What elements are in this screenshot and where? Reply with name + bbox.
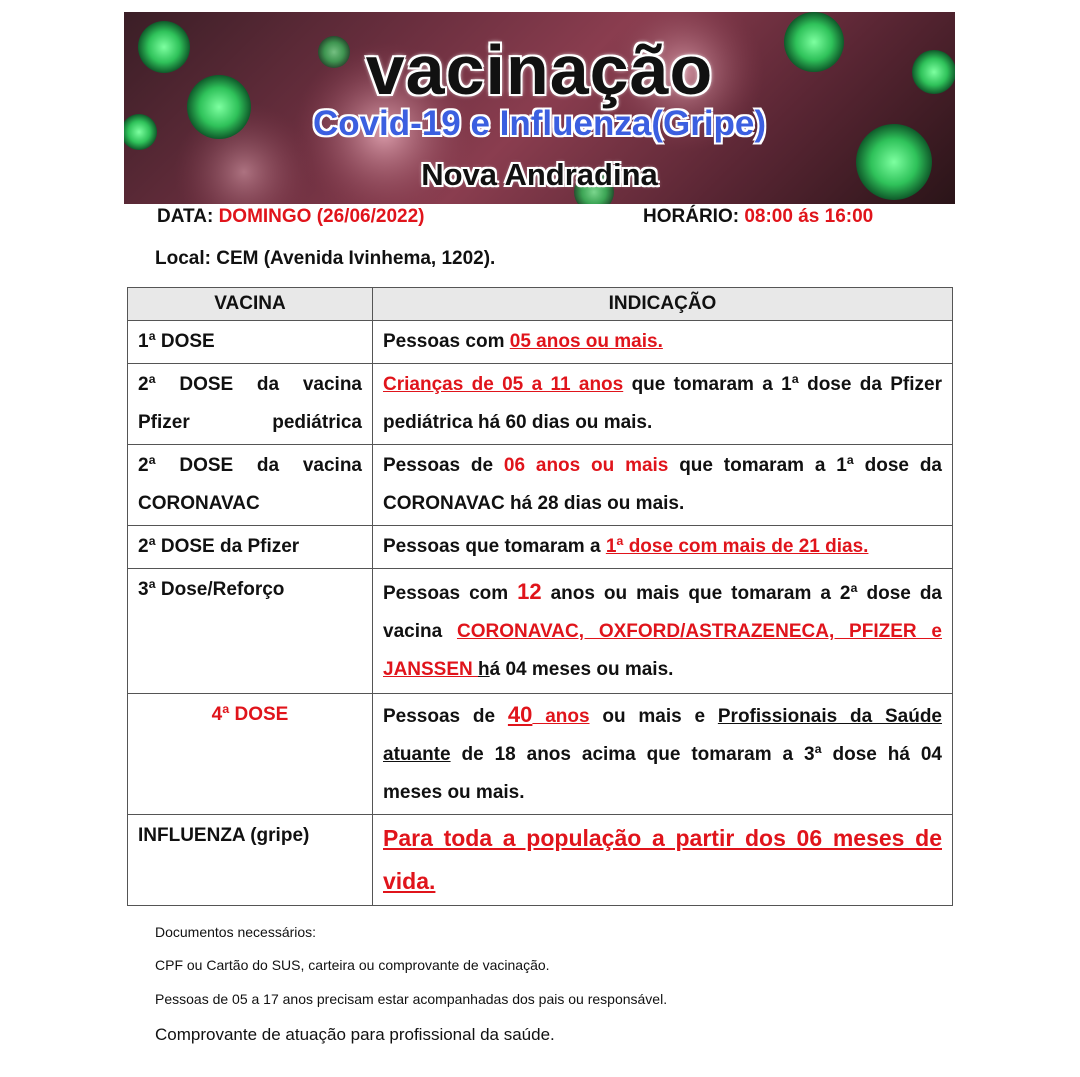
- header-banner: [124, 12, 955, 204]
- text: Pessoas de: [383, 706, 508, 727]
- text: h: [478, 659, 490, 680]
- text: Pessoas com: [383, 331, 510, 352]
- indicacao-cell: [373, 526, 953, 569]
- text: Pessoas com: [383, 583, 518, 604]
- highlight-text: 1ª dose com mais de 21 dias.: [605, 536, 869, 557]
- text: CORONAVAC: [138, 493, 260, 514]
- text: anos ou mais que tomaram a 2ª dose da vacina: [383, 583, 942, 642]
- text: á 04 meses ou mais.: [489, 659, 674, 680]
- date-value: DOMINGO (26/06/2022): [218, 206, 425, 227]
- table-row: [128, 694, 953, 815]
- text: 2ª DOSE da vacina: [138, 455, 362, 476]
- note-minors: Pessoas de 05 a 17 anos precisam estar acompanhadas dos pais ou responsável.: [155, 991, 668, 1007]
- note-documents-title: Documentos necessários:: [155, 924, 317, 940]
- text: ou mais e: [589, 706, 718, 727]
- vacina-cell: INFLUENZA (gripe): [128, 815, 373, 906]
- date-label: DATA:: [157, 206, 214, 227]
- table-row: [128, 815, 953, 906]
- vacina-cell: 1ª DOSE: [128, 321, 373, 364]
- table-row: [128, 364, 953, 445]
- banner-city: Nova Andradina: [421, 157, 658, 192]
- time-label: HORÁRIO:: [643, 206, 740, 227]
- vaccine-table: [127, 287, 953, 906]
- text: Pfizer pediátrica: [138, 412, 362, 433]
- vacina-cell: 3ª Dose/Reforço: [128, 569, 373, 694]
- table-header-row: [128, 288, 953, 321]
- location-line: Local: CEM (Avenida Ivinhema, 1202).: [155, 248, 496, 269]
- vacina-cell: 4ª DOSE: [128, 694, 373, 815]
- note-documents-list: CPF ou Cartão do SUS, carteira ou comprovante de vacinação.: [155, 957, 550, 973]
- note-professional: Comprovante de atuação para profissional da saúde.: [155, 1025, 555, 1044]
- table-row: [128, 569, 953, 694]
- highlight-text: 05 anos ou mais.: [509, 331, 663, 352]
- highlight-text: CORONAVAC, OXFORD/ASTRAZENECA, PFIZER e JANSSEN: [383, 621, 942, 680]
- highlight-text: anos: [532, 706, 590, 727]
- vacina-cell: [128, 364, 373, 445]
- highlight-text: 06 anos ou mais: [503, 455, 669, 476]
- indicacao-cell: [373, 321, 953, 364]
- vacina-cell: [128, 445, 373, 526]
- text: 2ª DOSE da vacina: [138, 374, 362, 395]
- text: que tomaram a 1ª dose da CORONAVAC há 28 dias ou mais.: [383, 455, 942, 514]
- vacina-cell: 2ª DOSE da Pfizer: [128, 526, 373, 569]
- header-vacina: VACINA: [128, 288, 373, 321]
- indicacao-cell: [373, 364, 953, 445]
- indicacao-cell: [373, 445, 953, 526]
- header-indicacao: INDICAÇÃO: [373, 288, 953, 321]
- indicacao-cell: [373, 694, 953, 815]
- indicacao-cell: [373, 569, 953, 694]
- text: Pessoas de: [383, 455, 504, 476]
- indicacao-cell: [373, 815, 953, 906]
- text: de 18 anos acima que tomaram a 3ª dose há 04 meses ou mais.: [383, 744, 942, 803]
- text: Pessoas que tomaram a: [383, 536, 606, 557]
- table-row: [128, 526, 953, 569]
- banner-subtitle: Covid-19 e Influenza(Gripe): [312, 104, 767, 143]
- time-line: [643, 206, 873, 228]
- text: atuante: [383, 744, 451, 765]
- table-row: [128, 321, 953, 364]
- time-value: 08:00 ás 16:00: [744, 206, 874, 227]
- highlight-number: 40: [507, 702, 533, 727]
- text: Profissionais da Saúde: [717, 706, 942, 727]
- table-row: [128, 445, 953, 526]
- text: que tomaram a 1ª dose da Pfizer pediátrica há 60 dias ou mais.: [383, 374, 943, 433]
- highlight-text: Crianças de 05 a 11 anos: [383, 374, 624, 395]
- banner-title: vacinação: [365, 31, 714, 109]
- highlight-number: 12: [517, 579, 542, 604]
- date-line: [157, 206, 424, 228]
- highlight-text: Para toda a população a partir dos 06 meses de vida.: [383, 825, 942, 894]
